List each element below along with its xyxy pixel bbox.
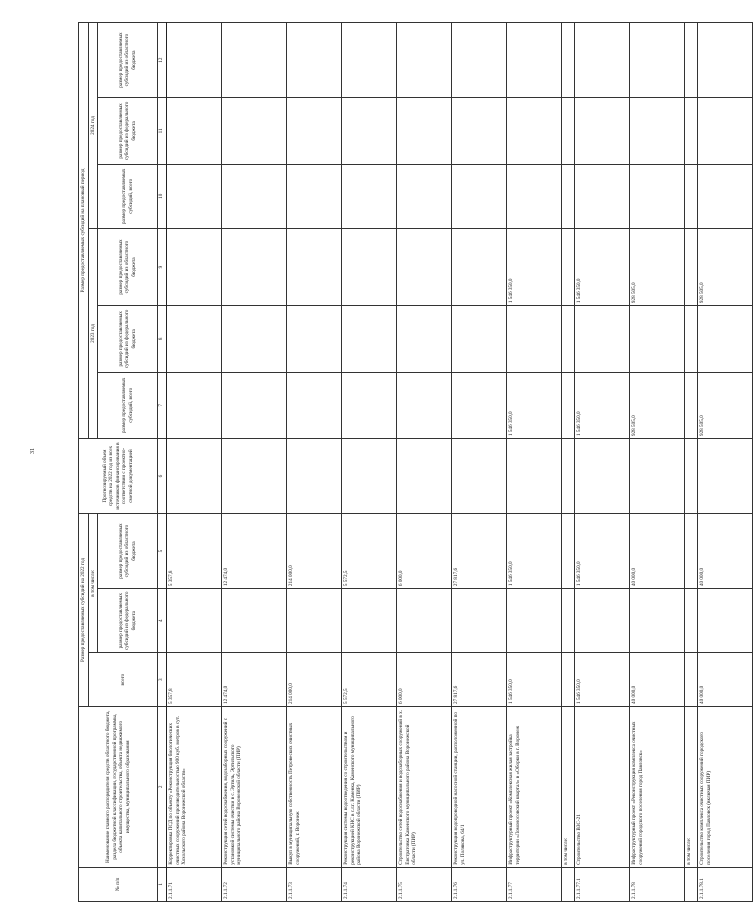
cell-reg: 5 572,5 xyxy=(342,514,397,589)
cell-num: 2.1.1.77.1 xyxy=(575,867,630,901)
header-plan: Размер предоставляемых субсидий на плановый период xyxy=(79,23,89,439)
cell-reg: 6 000,0 xyxy=(397,514,452,589)
header-fed-2023: размер предоставляемых субсидий из федерального бюджета xyxy=(98,306,158,372)
cell-name: Инфраструктурный проект «Реконструкция комплекса очистных сооружений городского поселения город Павловск» xyxy=(630,706,685,867)
header-name: Наименование главного распорядителя средств областного бюджета, раздела бюджетной классификации, государственной программы, объекта капитального строительства, объекта недвижимого имущества, муниципального образования xyxy=(79,706,158,867)
cell-reg: 214 000,0 xyxy=(287,514,342,589)
cell-c11 xyxy=(685,98,698,164)
cell-total: 6 000,0 xyxy=(397,653,452,707)
cell-c7 xyxy=(167,372,222,438)
cell-num xyxy=(562,867,575,901)
cell-c10 xyxy=(507,164,562,228)
cell-c6 xyxy=(685,439,698,514)
cell-c6 xyxy=(562,439,575,514)
header-total: всего xyxy=(88,653,158,707)
cell-c10 xyxy=(698,164,753,228)
cell-c8 xyxy=(630,306,685,372)
cell-c10 xyxy=(452,164,507,228)
cell-name: Строительство ВЗС-21 xyxy=(575,706,630,867)
cell-c9: 928 505,0 xyxy=(630,228,685,305)
cell-num: 2.1.1.78.1 xyxy=(698,867,753,901)
cell-c7 xyxy=(452,372,507,438)
cell-c7 xyxy=(397,372,452,438)
cell-c12 xyxy=(562,23,575,98)
index-cell: 7 xyxy=(158,372,167,438)
cell-c6 xyxy=(507,439,562,514)
cell-num: 2.1.1.74 xyxy=(342,867,397,901)
cell-c12 xyxy=(342,23,397,98)
cell-fed xyxy=(630,589,685,653)
cell-c9 xyxy=(287,228,342,305)
cell-c11 xyxy=(630,98,685,164)
cell-c10 xyxy=(562,164,575,228)
cell-c7 xyxy=(222,372,287,438)
cell-c8 xyxy=(222,306,287,372)
cell-total: 1 546 350,0 xyxy=(507,653,562,707)
cell-num: 2.1.1.75 xyxy=(397,867,452,901)
cell-c8 xyxy=(342,306,397,372)
cell-fed xyxy=(685,589,698,653)
cell-total: 12 474,0 xyxy=(222,653,287,707)
cell-name: Строительство сетей водоснабжения и водозаборных сооружений в х. Евстратовка Каменского муниципального района Воронежской области (ПИР) xyxy=(397,706,452,867)
cell-total: 5 572,5 xyxy=(342,653,397,707)
cell-c8 xyxy=(167,306,222,372)
header-fed-2024: размер предоставляемых субсидий из федерального бюджета xyxy=(98,98,158,164)
header-2024: 2024 год xyxy=(88,23,98,229)
index-cell: 1 xyxy=(158,867,167,901)
cell-name: Реконструкция сетей водоснабжения, водозаборных сооружений с установкой системы очистки в с. Эртиль, Эртильского муниципального района Воронежской области (ПИР) xyxy=(222,706,287,867)
cell-c8 xyxy=(562,306,575,372)
cell-fed xyxy=(342,589,397,653)
cell-total: 1 546 350,0 xyxy=(575,653,630,707)
cell-c9 xyxy=(342,228,397,305)
cell-c10 xyxy=(575,164,630,228)
cell-c6 xyxy=(630,439,685,514)
cell-c9 xyxy=(397,228,452,305)
cell-c9 xyxy=(167,228,222,305)
cell-c11 xyxy=(562,98,575,164)
subheading-row xyxy=(685,23,698,902)
cell-c7 xyxy=(685,372,698,438)
cell-c8 xyxy=(698,306,753,372)
cell-c9 xyxy=(222,228,287,305)
cell-c7: 1 546 350,0 xyxy=(507,372,562,438)
cell-total xyxy=(685,653,698,707)
index-cell: 11 xyxy=(158,98,167,164)
cell-reg xyxy=(562,514,575,589)
table-row xyxy=(342,23,397,902)
cell-c9: 928 505,0 xyxy=(698,228,753,305)
cell-total xyxy=(562,653,575,707)
cell-name: в том числе: xyxy=(562,706,575,867)
cell-c6 xyxy=(287,439,342,514)
column-index-row xyxy=(158,23,167,902)
cell-c8 xyxy=(575,306,630,372)
cell-c11 xyxy=(507,98,562,164)
cell-c6 xyxy=(342,439,397,514)
table-row xyxy=(397,23,452,902)
header-2023: 2023 год xyxy=(88,228,98,438)
cell-total: 40 000,0 xyxy=(698,653,753,707)
cell-c6 xyxy=(452,439,507,514)
table-row xyxy=(630,23,685,902)
cell-name: Реконструкция системы водоотведения со строительством и реконструкцией КНС в с.г.г. Каменка, Каменского муниципального района Воронежской области (ПИР) xyxy=(342,706,397,867)
cell-total: 5 357,8 xyxy=(167,653,222,707)
cell-c10 xyxy=(630,164,685,228)
cell-fed xyxy=(507,589,562,653)
cell-num: 2.1.1.73 xyxy=(287,867,342,901)
cell-c10 xyxy=(287,164,342,228)
cell-c8 xyxy=(287,306,342,372)
cell-c7: 1 546 350,0 xyxy=(575,372,630,438)
cell-c12 xyxy=(698,23,753,98)
cell-c12 xyxy=(685,23,698,98)
cell-c12 xyxy=(167,23,222,98)
cell-reg: 40 000,0 xyxy=(698,514,753,589)
cell-reg: 1 546 350,0 xyxy=(575,514,630,589)
header-sum-2024: размер предоставляемых субсидий, всего xyxy=(98,164,158,228)
index-cell: 4 xyxy=(158,589,167,653)
cell-c8 xyxy=(685,306,698,372)
header-reg-2024: размер предоставляемых субсидий из областного бюджета xyxy=(98,23,158,98)
cell-c8 xyxy=(452,306,507,372)
cell-c9 xyxy=(452,228,507,305)
cell-c7: 928 505,0 xyxy=(698,372,753,438)
cell-c11 xyxy=(342,98,397,164)
cell-c7 xyxy=(342,372,397,438)
cell-c10 xyxy=(685,164,698,228)
table-row xyxy=(167,23,222,902)
cell-c11 xyxy=(575,98,630,164)
cell-total: 27 817,6 xyxy=(452,653,507,707)
header-2022: Размер предоставляемых субсидий на 2022 год xyxy=(79,514,89,707)
cell-num: 2.1.1.76 xyxy=(452,867,507,901)
cell-reg: 5 357,8 xyxy=(167,514,222,589)
cell-c12 xyxy=(575,23,630,98)
cell-name: Инфраструктурный проект «Комплексная жилая застройка территории «Ломоносовский квартал» в «Оборки в г. Воронеж xyxy=(507,706,562,867)
cell-c6 xyxy=(167,439,222,514)
index-cell: 6 xyxy=(158,439,167,514)
cell-c7 xyxy=(287,372,342,438)
cell-name: Корректировка ПСД по объекту «Реконструкция биологических очистных сооружений производительностью 900 куб. метров в сут. Хохольского района Воронежской области» xyxy=(167,706,222,867)
cell-name: в том числе: xyxy=(685,706,698,867)
cell-c12 xyxy=(222,23,287,98)
cell-c10 xyxy=(222,164,287,228)
cell-fed xyxy=(222,589,287,653)
index-cell: 5 xyxy=(158,514,167,589)
cell-num xyxy=(685,867,698,901)
header-reg-2023: размер предоставляемых субсидий из областного бюджета xyxy=(98,228,158,305)
table-row xyxy=(222,23,287,902)
cell-reg xyxy=(685,514,698,589)
header-fed-2022: размер предоставляемых субсидий из федерального бюджета xyxy=(98,589,158,653)
cell-c9: 1 546 350,0 xyxy=(575,228,630,305)
table-row xyxy=(287,23,342,902)
cell-reg: 12 474,0 xyxy=(222,514,287,589)
cell-c12 xyxy=(630,23,685,98)
cell-c6 xyxy=(698,439,753,514)
cell-c11 xyxy=(167,98,222,164)
header-num: № п/п xyxy=(79,867,158,901)
cell-c7: 928 505,0 xyxy=(630,372,685,438)
cell-c11 xyxy=(452,98,507,164)
page-number: 31 xyxy=(30,448,36,454)
cell-fed xyxy=(287,589,342,653)
subheading-row xyxy=(562,23,575,902)
cell-c10 xyxy=(397,164,452,228)
index-cell: 8 xyxy=(158,306,167,372)
cell-c7 xyxy=(562,372,575,438)
table-row xyxy=(575,23,630,902)
cell-c11 xyxy=(698,98,753,164)
cell-reg: 1 546 350,0 xyxy=(507,514,562,589)
cell-c10 xyxy=(167,164,222,228)
cell-total: 214 000,0 xyxy=(287,653,342,707)
cell-c12 xyxy=(287,23,342,98)
cell-num: 2.1.1.72 xyxy=(222,867,287,901)
index-cell: 10 xyxy=(158,164,167,228)
table-row xyxy=(698,23,753,902)
cell-c12 xyxy=(397,23,452,98)
table-row xyxy=(452,23,507,902)
index-cell: 3 xyxy=(158,653,167,707)
cell-name: Строительство комплекса очистных сооружений городского поселения город Павловск (включая ПИР) xyxy=(698,706,753,867)
header-sum-2023: размер предоставляемых субсидий, всего xyxy=(98,372,158,438)
index-cell: 9 xyxy=(158,228,167,305)
cell-c9 xyxy=(685,228,698,305)
cell-c6 xyxy=(222,439,287,514)
cell-name: Выкуп в муниципальную собственность Петровеских очистных сооружений, г. Воронеж xyxy=(287,706,342,867)
header-incl: в том числе: xyxy=(88,514,98,653)
cell-c6 xyxy=(397,439,452,514)
cell-c11 xyxy=(287,98,342,164)
cell-c11 xyxy=(222,98,287,164)
cell-total: 40 000,0 xyxy=(630,653,685,707)
cell-c12 xyxy=(452,23,507,98)
index-cell: 2 xyxy=(158,706,167,867)
cell-c6 xyxy=(575,439,630,514)
cell-fed xyxy=(167,589,222,653)
cell-c9: 1 546 350,0 xyxy=(507,228,562,305)
cell-fed xyxy=(562,589,575,653)
cell-c9 xyxy=(562,228,575,305)
subsidy-table xyxy=(78,22,753,902)
cell-c12 xyxy=(507,23,562,98)
cell-fed xyxy=(698,589,753,653)
cell-c11 xyxy=(397,98,452,164)
cell-num: 2.1.1.78 xyxy=(630,867,685,901)
cell-c10 xyxy=(342,164,397,228)
header-predicted: Прогнозируемый объем средств на 2022 год из всех источников финансирования в соответствии с проектно-сметной документацией xyxy=(79,439,158,514)
cell-name: Реконструкция водопроводной насосной станции, расположенной по ул. Полякова, 64/1 xyxy=(452,706,507,867)
cell-reg: 40 000,0 xyxy=(630,514,685,589)
cell-num: 2.1.1.71 xyxy=(167,867,222,901)
cell-c8 xyxy=(397,306,452,372)
cell-num: 2.1.1.77 xyxy=(507,867,562,901)
cell-fed xyxy=(397,589,452,653)
cell-c8 xyxy=(507,306,562,372)
table-row xyxy=(507,23,562,902)
index-cell: 12 xyxy=(158,23,167,98)
header-reg-2022: размер предоставляемых субсидий из областного бюджета xyxy=(98,514,158,589)
rotated-table-container xyxy=(78,22,712,902)
cell-fed xyxy=(452,589,507,653)
cell-fed xyxy=(575,589,630,653)
cell-reg: 27 817,6 xyxy=(452,514,507,589)
